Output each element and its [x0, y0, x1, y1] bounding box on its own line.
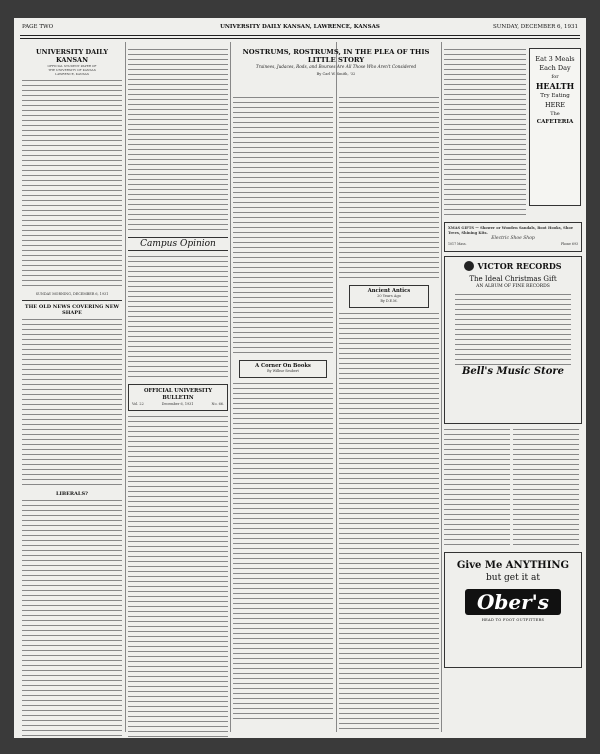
- bulletin-box: [128, 384, 228, 411]
- obers-tagline: HEAD TO FOOT OUTFITTERS: [481, 618, 545, 622]
- cafe-line3: for: [551, 74, 559, 80]
- cafe-line7: The: [550, 111, 560, 117]
- masthead-sub2: THE UNIVERSITY OF KANSAS: [48, 68, 96, 72]
- feature-subhead: Trainees, Judaces, Rods, and Bourses Are All Those Who Aren't Considered: [255, 64, 417, 69]
- xmas-gifts-ad: [444, 222, 582, 252]
- victor-sub: AN ALBUM OF FINE RECORDS: [476, 284, 550, 289]
- paper-name: UNIVERSITY DAILY KANSAN, LAWRENCE, KANSAS: [220, 24, 380, 30]
- opinion-text: [128, 255, 228, 380]
- header-rule: [20, 35, 580, 36]
- column-divider: [441, 42, 442, 732]
- editorial-headline-1: THE OLD NEWS COVERING NEW SHAPE: [24, 304, 120, 316]
- column-divider: [125, 42, 126, 732]
- feature-text: [233, 96, 333, 356]
- cafe-line1: Eat 3 Meals: [535, 55, 575, 63]
- newspaper-page: [14, 18, 586, 738]
- column-text: [444, 428, 510, 548]
- ancient-byline: By D.E.M.: [380, 299, 398, 303]
- cafe-line8: CAFETERIA: [536, 119, 574, 125]
- record-icon: [464, 261, 474, 271]
- bulletin-title: OFFICIAL UNIVERSITY BULLETIN: [143, 388, 213, 401]
- bulletin-date: December 6, 1931: [161, 402, 194, 406]
- bulletin-vol: Vol. 22: [132, 402, 144, 406]
- divider: [22, 300, 122, 301]
- feature-headline: NOSTRUMS, ROSTRUMS, IN THE PLEA OF THIS LITTLE STORY: [242, 48, 430, 64]
- issue-date: SUNDAY, DECEMBER 6, 1931: [492, 24, 578, 30]
- page-number: PAGE TWO: [22, 24, 54, 30]
- victor-brand: VICTOR RECORDS: [477, 260, 562, 271]
- ads-column: [444, 48, 582, 738]
- column-divider: [336, 42, 337, 732]
- editorial-text-1: [22, 318, 122, 488]
- khaki-shop: Electric Shoe Shop: [491, 236, 535, 241]
- header-rule-2: [20, 38, 580, 39]
- column-text: [513, 428, 579, 548]
- khaki-title: XMAS GIFTS — Shower or Wooden Sandals, Boot Hooks, Shoe Trees, Shining Kits.: [448, 226, 574, 235]
- staff-listing: [22, 79, 122, 289]
- cafe-line5: Try Eating: [540, 93, 570, 99]
- masthead-sub1: OFFICIAL STUDENT PAPER OF: [47, 64, 97, 68]
- page-header: [14, 21, 586, 35]
- bulletin-text: [128, 415, 228, 738]
- column-text: [444, 48, 526, 218]
- victor-list: [455, 293, 571, 365]
- column-text: [128, 48, 228, 233]
- feature-column-2: [339, 96, 439, 738]
- cafe-line4: HEALTH: [535, 81, 575, 91]
- ancient-title: Ancient Antics: [367, 288, 411, 294]
- masthead-date: SUNDAY MORNING, DECEMBER 6, 1931: [35, 292, 109, 296]
- feature-byline: By Carl W. Smith, '32: [316, 72, 356, 76]
- editorial-text-2: [22, 499, 122, 738]
- editorial-column: [22, 48, 122, 738]
- bulletin-info: [132, 402, 224, 407]
- column-divider: [230, 42, 231, 732]
- victor-brand-row: [449, 261, 577, 271]
- corner-title: A Corner On Books: [255, 363, 311, 369]
- corner-byline: By Wilbur Seubert: [267, 369, 299, 373]
- masthead-title: UNIVERSITY DAILY KANSAN: [35, 48, 109, 64]
- khaki-contact: [448, 242, 578, 247]
- feature-text-2: [339, 96, 439, 281]
- obers-ad: [444, 552, 582, 668]
- victor-headline: The Ideal Christmas Gift: [469, 275, 557, 283]
- obers-line1: Give Me ANYTHING: [456, 560, 570, 571]
- books-text: [233, 382, 333, 722]
- khaki-phone: Phone 693: [560, 242, 578, 246]
- victor-records-ad: [444, 256, 582, 424]
- editorial-headline-2: LIBERALS?: [56, 491, 88, 497]
- bells-store: Bell's Music Store: [461, 366, 565, 377]
- ancient-antics-box: [349, 285, 429, 308]
- cafe-line6: HERE: [544, 101, 566, 109]
- bulletin-no: No. 66.: [211, 402, 224, 406]
- cafe-line2: Each Day: [539, 64, 571, 72]
- khaki-addr: 1017 Mass.: [448, 242, 467, 246]
- masthead-sub3: LAWRENCE, KANSAS: [55, 72, 89, 76]
- cafeteria-ad: [529, 48, 581, 206]
- feature-column-1: [233, 96, 333, 738]
- opinion-column: [128, 48, 228, 738]
- ancient-sub: 20 Years Ago: [377, 294, 401, 298]
- corner-on-books-box: [239, 360, 327, 378]
- ancient-text: [339, 312, 439, 732]
- obers-line2: but get it at: [486, 573, 540, 583]
- obers-logo: Ober's: [465, 589, 561, 615]
- campus-opinion-title: Campus Opinion: [128, 237, 228, 251]
